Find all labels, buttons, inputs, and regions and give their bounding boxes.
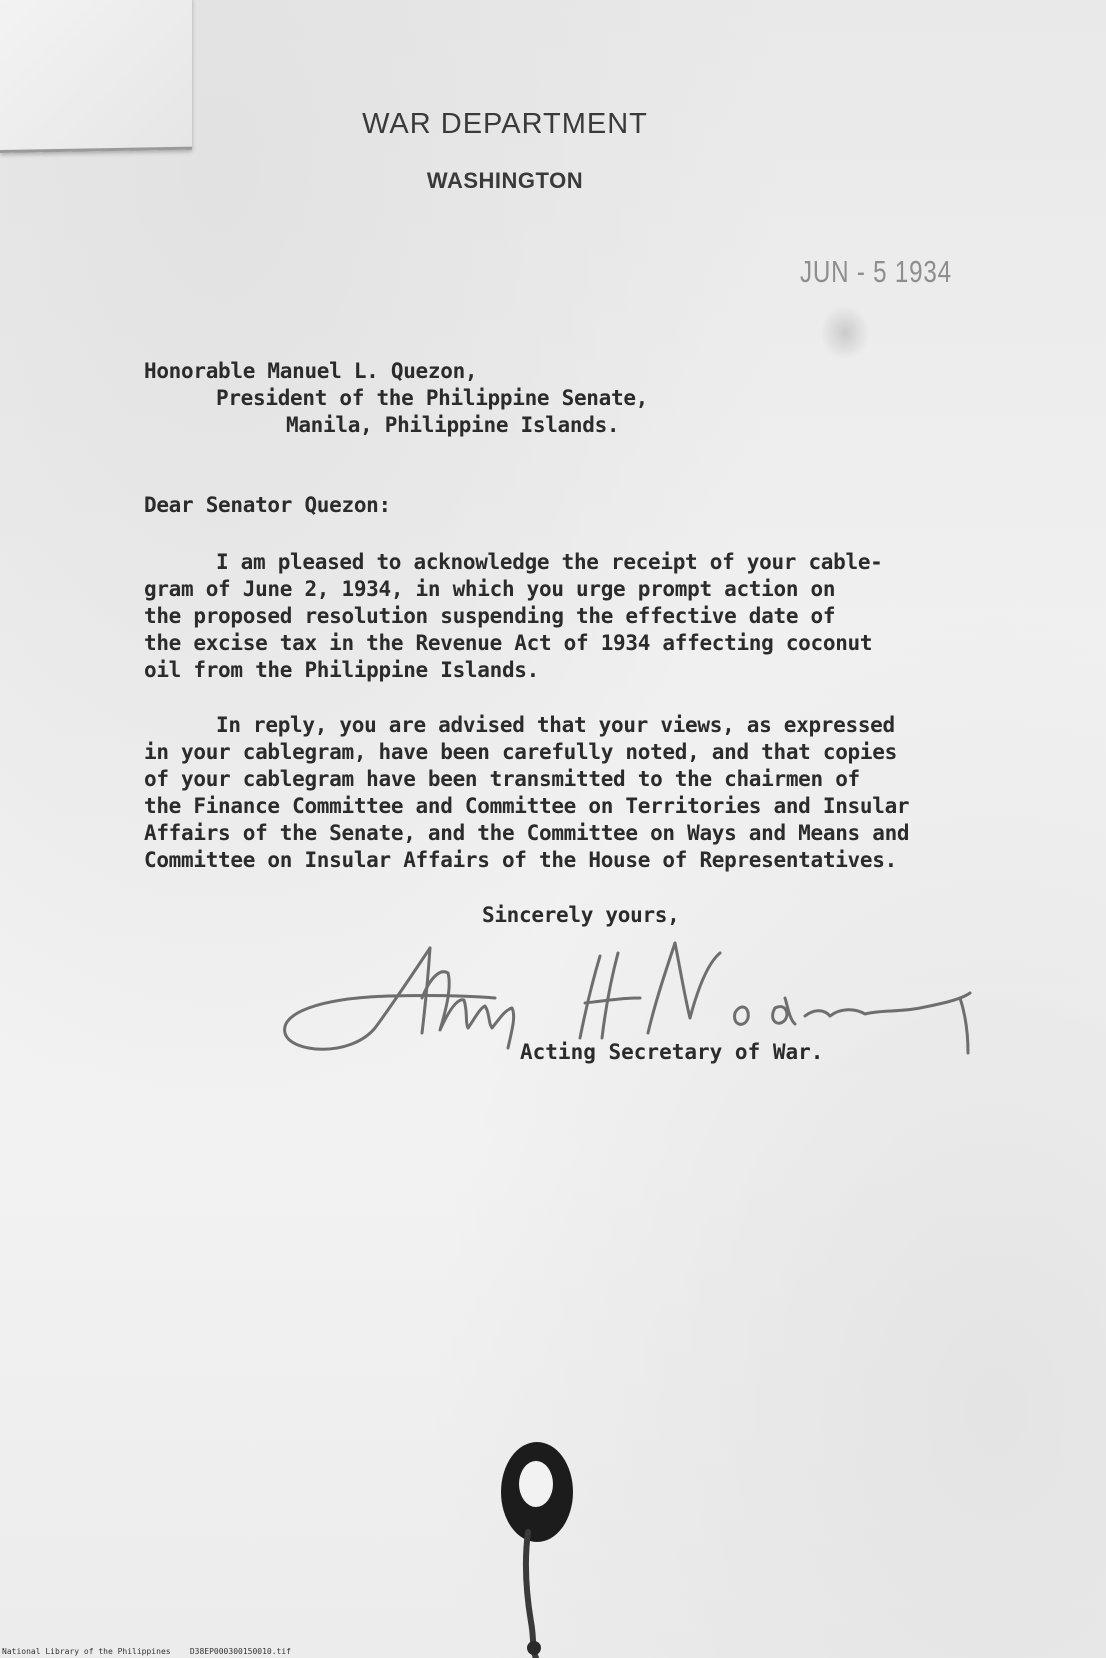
paragraph-line: the excise tax in the Revenue Act of 1934 affecting coconut: [144, 631, 873, 655]
closing: Sincerely yours,: [482, 903, 680, 927]
archive-footer: National Library of the Philippines D38EP000300150010.tif: [2, 1647, 291, 1656]
ink-smudge: [820, 305, 870, 360]
letterhead-department: WAR DEPARTMENT: [362, 108, 648, 140]
date-stamp: JUN - 5 1934: [800, 254, 952, 289]
paragraph-line: of your cablegram have been transmitted to the chairmen of: [144, 767, 860, 791]
paragraph-line: Affairs of the Senate, and the Committee on Ways and Means and: [144, 821, 910, 845]
paragraph-line: I am pleased to acknowledge the receipt of your cable-: [216, 550, 883, 574]
paragraph-line: oil from the Philippine Islands.: [144, 658, 539, 682]
paragraph-line: In reply, you are advised that your views, as expressed: [216, 713, 895, 737]
address-line-2: President of the Philippine Senate,: [216, 386, 649, 410]
paragraph-line: gram of June 2, 1934, in which you urge prompt action on: [144, 577, 836, 601]
paragraph-line: in your cablegram, have been carefully noted, and that copies: [144, 740, 897, 764]
body-paragraph-2: [144, 712, 1024, 874]
address-line-3: Manila, Philippine Islands.: [286, 413, 620, 437]
paragraph-line: Committee on Insular Affairs of the House of Representatives.: [144, 848, 897, 872]
signature-title: Acting Secretary of War.: [520, 1040, 824, 1064]
salutation: Dear Senator Quezon:: [144, 493, 391, 517]
body-paragraph-1: [144, 549, 1024, 684]
paragraph-line: the Finance Committee and Committee on Territories and Insular: [144, 794, 910, 818]
binder-hole-mark: [498, 1422, 576, 1658]
letterhead-city: WASHINGTON: [426, 168, 584, 193]
address-line-1: Honorable Manuel L. Quezon,: [144, 359, 478, 383]
paragraph-line: the proposed resolution suspending the effective date of: [144, 604, 836, 628]
